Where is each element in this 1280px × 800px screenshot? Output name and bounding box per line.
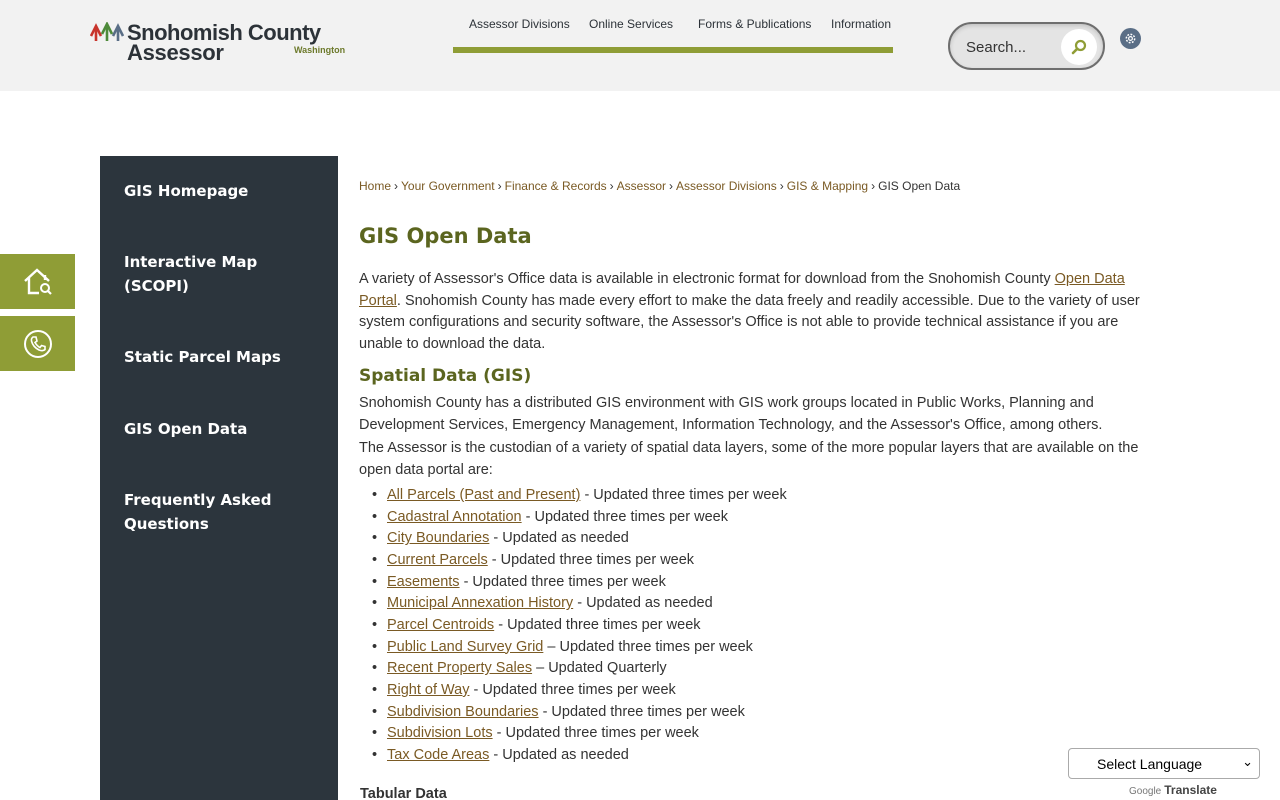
list-item xyxy=(387,680,787,702)
home-search-tab[interactable] xyxy=(0,254,75,309)
breadcrumb: Home › Your Government › Finance & Records › Assessor › Assessor Divisions › GIS & Mapping › GIS Open Data xyxy=(359,179,961,193)
list-item xyxy=(387,637,787,659)
layer-link[interactable]: Right of Way xyxy=(387,681,470,698)
layer-update-note: - Updated three times per week xyxy=(469,681,676,698)
spatial-data-heading: Spatial Data (GIS) xyxy=(359,366,532,386)
nav-information[interactable]: Information xyxy=(831,17,892,31)
list-item xyxy=(387,572,787,594)
layer-update-note: - Updated three times per week xyxy=(521,508,728,525)
search-input[interactable] xyxy=(966,37,1066,57)
layer-link[interactable]: Parcel Centroids xyxy=(387,616,495,633)
sidebar-item-gis-open-data[interactable]: GIS Open Data xyxy=(124,420,248,438)
list-item xyxy=(387,615,787,637)
spatial-paragraph-1: Snohomish County has a distributed GIS environment with GIS work groups located in Public Works, Planning and Development Services, Emergency Management, Information Technology, and the Assessor's Office, among others. xyxy=(359,395,1103,433)
breadcrumb-home[interactable]: Home xyxy=(359,179,392,193)
breadcrumb-current: GIS Open Data xyxy=(878,179,961,193)
list-item xyxy=(387,485,787,507)
phone-icon xyxy=(22,328,54,360)
layer-update-note: - Updated three times per week xyxy=(459,573,666,590)
layer-link[interactable]: Cadastral Annotation xyxy=(387,508,522,525)
google-logo-text: Google xyxy=(1129,786,1162,797)
tabular-data-heading: Tabular Data xyxy=(360,786,447,800)
intro-text-before: A variety of Assessor's Office data is available in electronic format for download from the Snohomish County xyxy=(359,271,1055,287)
logo-trees-icon xyxy=(90,22,124,42)
list-item xyxy=(387,658,787,680)
breadcrumb-assessor[interactable]: Assessor xyxy=(616,179,667,193)
layer-update-note: - Updated three times per week xyxy=(538,703,745,720)
language-select-label: Select Language xyxy=(1097,756,1203,772)
list-item xyxy=(387,702,787,724)
layer-link[interactable]: Current Parcels xyxy=(387,551,488,568)
intro-paragraph xyxy=(359,269,1144,356)
layer-update-note: – Updated Quarterly xyxy=(532,660,667,677)
nav-online-services[interactable]: Online Services xyxy=(589,17,674,31)
site-header xyxy=(0,0,1280,91)
translate-text: Translate xyxy=(1164,783,1217,797)
list-item xyxy=(387,593,787,615)
search-box xyxy=(948,22,1105,70)
layer-update-note: - Updated three times per week xyxy=(580,487,787,503)
logo-title: Snohomish County xyxy=(127,20,321,45)
breadcrumb-assessor-divisions[interactable]: Assessor Divisions xyxy=(676,179,777,193)
layer-update-note: - Updated three times per week xyxy=(487,551,695,568)
spatial-layers-list xyxy=(387,485,787,767)
breadcrumb-finance-records[interactable]: Finance & Records xyxy=(504,179,607,193)
nav-forms-publications[interactable]: Forms & Publications xyxy=(698,17,812,31)
layer-link[interactable]: Easements xyxy=(387,573,460,590)
powered-by-google-translate[interactable] xyxy=(1129,783,1217,797)
layer-link[interactable]: All Parcels (Past and Present) xyxy=(387,487,581,503)
nav-accent-bar xyxy=(453,47,893,53)
layer-update-note: – Updated three times per week xyxy=(543,638,753,655)
list-item xyxy=(387,550,787,572)
page-title: GIS Open Data xyxy=(359,224,532,248)
sidebar-item-faq[interactable]: Frequently Asked Questions xyxy=(124,491,272,533)
layer-link[interactable]: Public Land Survey Grid xyxy=(387,638,544,655)
layer-update-note: - Updated as needed xyxy=(489,530,629,547)
settings-button[interactable] xyxy=(1120,28,1141,49)
section-sidebar xyxy=(100,156,338,800)
intro-text-after: . Snohomish County has made every effort to make the data freely and readily accessible. Due to the variety of user system configurations and security software, the Assessor's Office is not able to provide technical assistance if you are unable to download the data. xyxy=(359,292,1140,353)
layer-update-note: - Updated as needed xyxy=(573,595,713,612)
search-icon xyxy=(1071,39,1087,55)
layer-link[interactable]: Subdivision Boundaries xyxy=(387,703,539,720)
gear-icon xyxy=(1124,32,1137,45)
search-button[interactable] xyxy=(1061,29,1097,65)
layer-link[interactable]: Subdivision Lots xyxy=(387,725,493,742)
nav-assessor-divisions[interactable]: Assessor Divisions xyxy=(469,17,570,31)
layer-update-note: - Updated as needed xyxy=(489,746,629,763)
sidebar-item-gis-homepage[interactable]: GIS Homepage xyxy=(124,182,249,200)
logo-subtitle: Assessor xyxy=(127,40,224,65)
contact-tab[interactable] xyxy=(0,316,75,371)
list-item xyxy=(387,723,787,745)
layer-update-note: - Updated three times per week xyxy=(492,725,699,742)
breadcrumb-gis-mapping[interactable]: GIS & Mapping xyxy=(786,179,869,193)
open-data-portal-link[interactable]: Open Data Portal xyxy=(359,271,1125,309)
site-logo[interactable] xyxy=(90,20,360,65)
list-item xyxy=(387,745,787,767)
sidebar-item-interactive-map[interactable]: Interactive Map (SCOPI) xyxy=(124,253,258,295)
sidebar-item-static-parcel-maps[interactable]: Static Parcel Maps xyxy=(124,348,281,366)
layer-update-note: - Updated three times per week xyxy=(494,616,701,633)
chevron-down-icon: ⌄ xyxy=(1242,754,1253,769)
list-item xyxy=(387,507,787,529)
layer-link[interactable]: Tax Code Areas xyxy=(387,746,490,763)
layer-link[interactable]: Recent Property Sales xyxy=(387,660,533,677)
layer-link[interactable]: City Boundaries xyxy=(387,530,490,547)
spatial-paragraph-2: The Assessor is the custodian of a variety of spatial data layers, some of the more popular layers that are available on the open data portal are: xyxy=(359,440,1139,478)
home-search-icon xyxy=(22,266,54,298)
logo-state: Washington xyxy=(294,45,346,55)
layer-link[interactable]: Municipal Annexation History xyxy=(387,595,574,612)
breadcrumb-your-government[interactable]: Your Government xyxy=(401,179,495,193)
language-select[interactable] xyxy=(1068,748,1260,779)
main-navigation xyxy=(453,14,893,54)
list-item xyxy=(387,528,787,550)
